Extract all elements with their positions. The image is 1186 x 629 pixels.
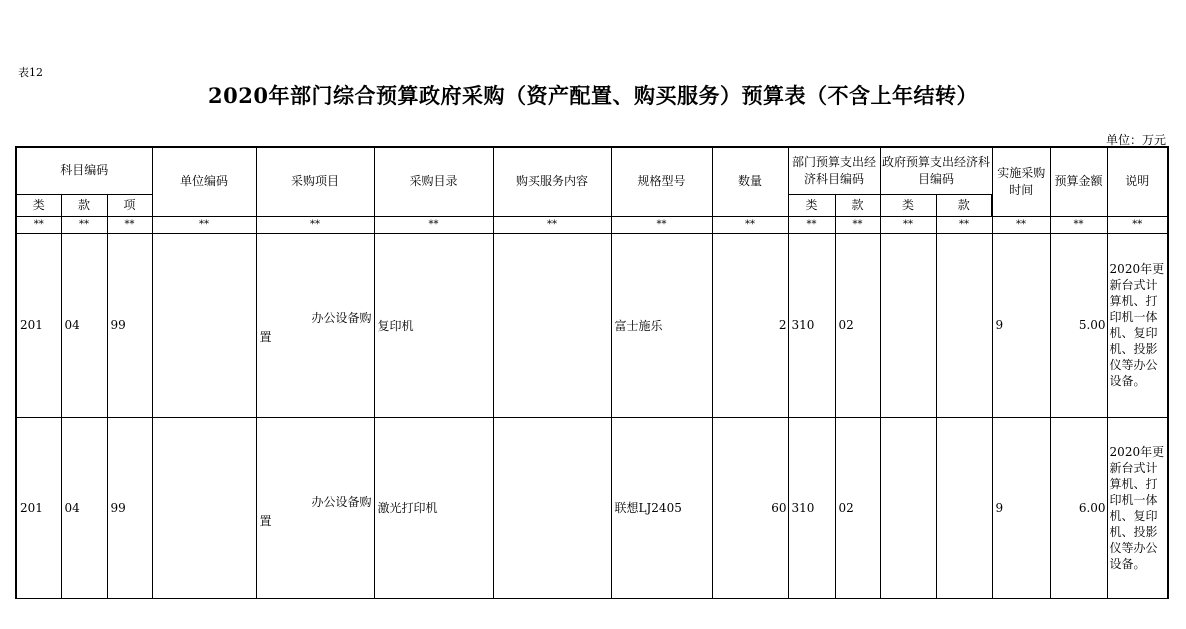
header-gov-econ-code: 政府预算支出经济科目编码 [880, 147, 992, 194]
header-proc-project: 采购项目 [256, 147, 374, 216]
header-dept-econ-code: 部门预算支出经济科目编码 [788, 147, 880, 194]
cell-budget-amount: 6.00 [1050, 417, 1107, 598]
placeholder-cell: ** [493, 216, 611, 233]
cell-spec-model: 联想LJ2405 [611, 417, 712, 598]
table-row [16, 417, 1168, 598]
cell-dept-kuan: 02 [835, 233, 880, 417]
placeholder-cell: ** [992, 216, 1050, 233]
cell-quantity: 2 [712, 233, 788, 417]
placeholder-cell: ** [107, 216, 152, 233]
cell-service-content [493, 417, 611, 598]
header-xiang: 项 [107, 194, 152, 216]
cell-kuan: 04 [61, 417, 107, 598]
header-quantity: 数量 [712, 147, 788, 216]
header-gov-lei: 类 [880, 194, 936, 216]
proc-project-text-wrap: 置 [259, 329, 272, 344]
table-number: 表12 [18, 66, 43, 79]
cell-quantity: 60 [712, 417, 788, 598]
cell-dept-lei: 310 [788, 417, 835, 598]
header-spec-model: 规格型号 [611, 147, 712, 216]
proc-project-text-wrap: 置 [259, 513, 272, 528]
placeholder-cell: ** [835, 216, 880, 233]
cell-xiang: 99 [107, 233, 152, 417]
placeholder-cell: ** [1107, 216, 1168, 233]
header-budget-amount: 预算金额 [1050, 147, 1107, 216]
cell-gov-kuan [936, 417, 992, 598]
cell-remark: 2020年更新台式计算机、打印机一体机、复印机、投影仪等办公设备。 [1107, 417, 1168, 598]
cell-service-content [493, 233, 611, 417]
placeholder-cell: ** [152, 216, 256, 233]
header-remark: 说明 [1107, 147, 1168, 216]
placeholder-cell: ** [611, 216, 712, 233]
placeholder-cell: ** [880, 216, 936, 233]
cell-unit-code [152, 233, 256, 417]
unit-note: 单位：万元 [1105, 133, 1166, 147]
cell-proc-project [256, 233, 374, 417]
cell-remark: 2020年更新台式计算机、打印机一体机、复印机、投影仪等办公设备。 [1107, 233, 1168, 417]
placeholder-cell: ** [374, 216, 493, 233]
placeholder-cell: ** [61, 216, 107, 233]
header-proc-catalog: 采购目录 [374, 147, 493, 216]
proc-project-text: 办公设备购 [311, 310, 372, 325]
page-title: 2020年部门综合预算政府采购（资产配置、购买服务）预算表（不含上年结转） [208, 83, 978, 108]
placeholder-cell: ** [256, 216, 374, 233]
header-service-content: 购买服务内容 [493, 147, 611, 216]
cell-xiang: 99 [107, 417, 152, 598]
placeholder-cell: ** [1050, 216, 1107, 233]
placeholder-cell: ** [936, 216, 992, 233]
cell-lei: 201 [16, 233, 61, 417]
cell-kuan: 04 [61, 233, 107, 417]
cell-spec-model: 富士施乐 [611, 233, 712, 417]
header-dept-lei: 类 [788, 194, 835, 216]
cell-dept-lei: 310 [788, 233, 835, 417]
cell-gov-lei [880, 417, 936, 598]
header-kuan: 款 [61, 194, 107, 216]
cell-gov-kuan [936, 233, 992, 417]
cell-unit-code [152, 417, 256, 598]
placeholder-cell: ** [712, 216, 788, 233]
placeholder-cell: ** [788, 216, 835, 233]
cell-impl-time: 9 [992, 233, 1050, 417]
cell-budget-amount: 5.00 [1050, 233, 1107, 417]
cell-proc-catalog: 复印机 [374, 233, 493, 417]
proc-project-text: 办公设备购 [311, 494, 372, 509]
budget-table [15, 146, 1169, 599]
header-gov-kuan: 款 [936, 194, 992, 216]
header-unit-code: 单位编码 [152, 147, 256, 216]
cell-proc-catalog: 激光打印机 [374, 417, 493, 598]
cell-lei: 201 [16, 417, 61, 598]
cell-gov-lei [880, 233, 936, 417]
header-subject-code: 科目编码 [16, 147, 152, 194]
placeholder-cell: ** [16, 216, 61, 233]
cell-dept-kuan: 02 [835, 417, 880, 598]
header-impl-time: 实施采购时间 [992, 147, 1050, 216]
header-dept-kuan: 款 [835, 194, 880, 216]
placeholder-row [16, 216, 1168, 233]
cell-proc-project [256, 417, 374, 598]
cell-impl-time: 9 [992, 417, 1050, 598]
header-lei: 类 [16, 194, 61, 216]
table-row [16, 233, 1168, 417]
